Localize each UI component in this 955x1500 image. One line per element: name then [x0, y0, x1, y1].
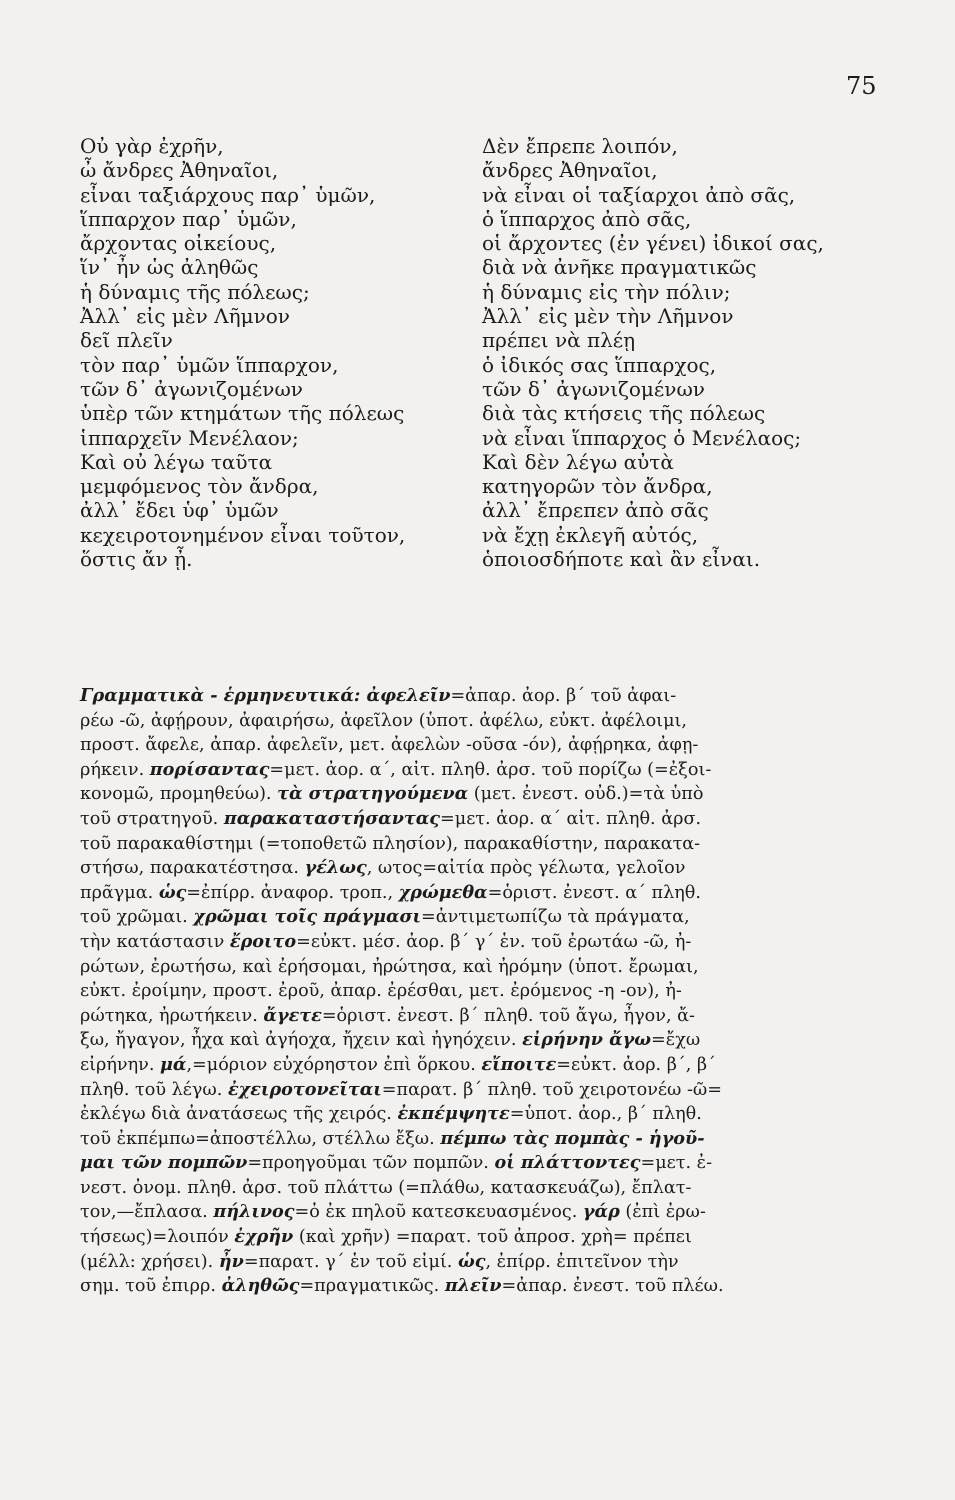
- translation-line: νὰ ἔχῃ ἐκλεγῆ αὐτός,: [482, 522, 699, 547]
- note-text: , ἐπίρρ. ἐπιτεῖνον τὴν: [485, 1251, 679, 1272]
- note-text: =ὁριστ. ἐνεστ. α΄ πληθ.: [487, 882, 701, 903]
- ancient-text-line: εἶναι ταξιάρχους παρ᾽ ὑμῶν,: [80, 182, 376, 207]
- glossed-term: ἐχειροτονεῖται: [227, 1078, 382, 1100]
- note-text: προστ. ἄφελε, ἀπαρ. ἀφελεῖν, μετ. ἀφελὼν -οῦσα -όν), ἀφῄρηκα, ἀφῃ-: [80, 735, 699, 756]
- translation-line: ὁποιοσδήποτε καὶ ἂν εἶναι.: [482, 547, 761, 572]
- note-text: τοῦ ἐκπέμπω=ἀποστέλλω, στέλλω ἔξω.: [80, 1128, 441, 1149]
- note-text: =ἀντιμετωπίζω τὰ πράγματα,: [421, 907, 690, 928]
- glossed-term: παρακαταστήσαντας: [223, 807, 441, 829]
- translation-line: Δὲν ἔπρεπε λοιπόν,: [482, 134, 678, 158]
- translation-line: πρέπει νὰ πλέῃ: [482, 328, 636, 353]
- ancient-text-line: Καὶ οὐ λέγω ταῦτα: [80, 449, 273, 474]
- note-line: [80, 832, 880, 857]
- translation-line: διὰ τὰς κτήσεις τῆς πόλεως: [482, 401, 766, 426]
- ancient-text-line: μεμφόμενος τὸν ἄνδρα,: [80, 474, 319, 499]
- note-line: [80, 881, 880, 906]
- note-text: =μετ. ἐ-: [640, 1153, 713, 1174]
- ancient-text-line: ἱππαρχεῖν Μενέλαον;: [80, 425, 299, 450]
- note-text: =μετ. ἀορ. α΄ αἰτ. πληθ. ἀρσ.: [440, 808, 702, 829]
- note-text: (ἐπὶ ἐρω-: [619, 1202, 706, 1223]
- note-text: =ὁ ἐκ πηλοῦ κατεσκευασμένος.: [294, 1202, 583, 1223]
- ancient-text-line: ἄρχοντας οἰκείους,: [80, 231, 277, 256]
- note-text: εἰρήνην.: [80, 1054, 161, 1075]
- note-text: πρᾶγμα.: [80, 882, 159, 903]
- note-text: τοῦ παρακαθίστημι (=τοποθετῶ πλησίον), παρακαθίστην, παρακατα-: [80, 833, 701, 854]
- note-text: (καὶ χρῆν) =παρατ. τοῦ ἀπροσ. χρὴ= πρέπει: [293, 1227, 692, 1248]
- note-text: στήσω, παρακατέστησα.: [80, 858, 305, 879]
- note-line: [80, 1151, 880, 1176]
- glossed-term: πλεῖν: [444, 1275, 502, 1297]
- note-text: ξω, ἤγαγον, ἦχα καὶ ἀγήοχα, ἤχειν καὶ ἠγηόχειν.: [80, 1030, 523, 1051]
- translation-line: τῶν δ᾽ ἀγωνιζομένων: [482, 376, 705, 401]
- note-line: [80, 979, 880, 1004]
- note-text: τήσεως)=λοιπόν: [80, 1227, 235, 1248]
- note-text: (μετ. ἐνεστ. οὐδ.)=τὰ ὑπὸ: [468, 784, 704, 805]
- note-text: (μέλλ: χρήσει).: [80, 1251, 219, 1272]
- note-text: =παρατ. β΄ πληθ. τοῦ χειροτονέω -ῶ=: [381, 1079, 723, 1100]
- note-text: =ἐπίρρ. ἀναφορ. τροπ.,: [186, 882, 399, 903]
- modern-greek-translation-column: [482, 134, 922, 571]
- glossed-term: ὡς: [457, 1250, 486, 1272]
- note-line: [80, 758, 880, 783]
- page-number: 75: [846, 72, 877, 100]
- glossed-term: χρῶμαι τοῖς πράγμασι: [193, 906, 422, 928]
- note-text: κονομῶ, προμηθεύω).: [80, 784, 278, 805]
- glossed-term: τὰ στρατηγούμενα: [277, 783, 469, 805]
- grammar-notes: [80, 684, 880, 1299]
- note-line: [80, 1078, 880, 1103]
- note-line: [80, 905, 880, 930]
- note-text: =πραγματικῶς.: [299, 1276, 445, 1297]
- note-line: [80, 1028, 880, 1053]
- note-text: , ωτος=αἰτία πρὸς γέλωτα, γελοῖον: [366, 858, 686, 879]
- note-text: τοῦ στρατηγοῦ.: [80, 808, 224, 829]
- note-text: ,=μόριον εὐχόρηστον ἐπὶ ὅρκου.: [186, 1054, 482, 1075]
- translation-line: Ἀλλ᾽ εἰς μὲν τὴν Λῆμνον: [482, 304, 734, 329]
- ancient-text-line: τῶν δ᾽ ἀγωνιζομένων: [80, 376, 303, 401]
- note-line: [80, 1274, 880, 1299]
- note-text: ρέω -ῶ, ἀφῄρουν, ἀφαιρήσω, ἀφεῖλον (ὑποτ. ἀφέλω, εὐκτ. ἀφέλοιμι,: [80, 710, 688, 731]
- translation-line: ἄνδρες Ἀθηναῖοι,: [482, 158, 658, 183]
- glossed-term: ἔροιτο: [229, 930, 297, 952]
- glossed-term: πέμπω τὰς πομπὰς - ἡγοῦ-: [440, 1127, 705, 1149]
- note-text: =ἀπαρ. ἀορ. β΄ τοῦ ἀφαι-: [450, 686, 677, 706]
- glossed-term: πορίσαντας: [149, 758, 270, 780]
- translation-line: Καὶ δὲν λέγω αὐτὰ: [482, 449, 674, 474]
- note-text: εὐκτ. ἐροίμην, προστ. ἐροῦ, ἀπαρ. ἐρέσθαι, μετ. ἐρόμενος -η -ον), ἠ-: [80, 981, 682, 1002]
- glossed-term: εἴποιτε: [481, 1053, 557, 1075]
- glossed-term: πήλινος: [213, 1201, 295, 1223]
- ancient-text-line: Οὐ γὰρ ἐχρῆν,: [80, 134, 224, 158]
- note-line: [80, 1200, 880, 1225]
- translation-line: νὰ εἶναι ἵππαρχος ὁ Μενέλαος;: [482, 425, 802, 450]
- note-line: [80, 1102, 880, 1127]
- ancient-text-line: ἡ δύναμις τῆς πόλεως;: [80, 279, 310, 304]
- note-line: [80, 1053, 880, 1078]
- ancient-text-line: Ἀλλ᾽ εἰς μὲν Λῆμνον: [80, 304, 290, 329]
- ancient-text-line: ἵν᾽ ἦν ὡς ἀληθῶς: [80, 255, 259, 280]
- glossed-term: μά: [160, 1053, 187, 1075]
- note-line: [80, 955, 880, 980]
- note-text: =ἔχω: [651, 1030, 701, 1051]
- note-line: [80, 782, 880, 807]
- ancient-text-line: τὸν παρ᾽ ὑμῶν ἵππαρχον,: [80, 352, 339, 377]
- ancient-text-line: ὦ ἄνδρες Ἀθηναῖοι,: [80, 158, 279, 183]
- note-text: ρώτων, ἐρωτήσω, καὶ ἐρήσομαι, ἠρώτησα, καὶ ἠρόμην (ὑποτ. ἔρωμαι,: [80, 956, 699, 977]
- note-line: [80, 1176, 880, 1201]
- note-text: =εὐκτ. ἀορ. β΄, β΄: [556, 1054, 716, 1075]
- note-line: [80, 807, 880, 832]
- note-text: νεστ. ὀνομ. πληθ. ἀρσ. τοῦ πλάττω (=πλάθω, κατασκευάζω), ἔπλατ-: [80, 1177, 692, 1198]
- note-line: [80, 1225, 880, 1250]
- glossed-term: ἐχρῆν: [234, 1226, 294, 1248]
- ancient-text-line: κεχειροτονημένον εἶναι τοῦτον,: [80, 522, 406, 547]
- note-text: =παρατ. γ΄ ἑν τοῦ εἰμί.: [243, 1251, 458, 1272]
- note-line: [80, 1250, 880, 1275]
- ancient-text-line: δεῖ πλεῖν: [80, 328, 173, 353]
- glossed-term: ἄγετε: [263, 1004, 322, 1026]
- note-line: [80, 1004, 880, 1029]
- note-line: [80, 709, 880, 734]
- note-text: τον,—ἔπλασα.: [80, 1202, 214, 1223]
- note-line: [80, 1127, 880, 1152]
- note-line: [80, 930, 880, 955]
- note-text: ρήκειν.: [80, 759, 150, 780]
- glossed-term: ὡς: [158, 881, 187, 903]
- glossed-term: οἱ πλάττοντες: [494, 1152, 641, 1174]
- glossed-term: χρώμεθα: [398, 881, 488, 903]
- note-text: τοῦ χρῶμαι.: [80, 907, 194, 928]
- glossed-term: ἐκπέμψητε: [397, 1103, 510, 1125]
- translation-line: ἀλλ᾽ ἔπρεπεν ἀπὸ σᾶς: [482, 498, 709, 523]
- note-text: =προηγοῦμαι τῶν πομπῶν.: [247, 1153, 495, 1174]
- note-text: =μετ. ἀορ. α΄, αἰτ. πληθ. ἀρσ. τοῦ πορίζω (=ἐξοι-: [269, 759, 712, 780]
- glossed-term: ἦν: [218, 1250, 244, 1272]
- note-text: ἐκλέγω διὰ ἀνατάσεως τῆς χειρός.: [80, 1104, 398, 1125]
- glossed-term: εἰρήνην ἄγω: [522, 1029, 652, 1051]
- note-line: [80, 733, 880, 758]
- ancient-text-line: ἀλλ᾽ ἔδει ὑφ᾽ ὑμῶν: [80, 498, 279, 523]
- note-text: =ὁριστ. ἐνεστ. β΄ πληθ. τοῦ ἄγω, ἦγον, ἄ-: [321, 1005, 695, 1026]
- note-text: τὴν κατάστασιν: [80, 931, 230, 952]
- translation-line: νὰ εἶναι οἱ ταξίαρχοι ἀπὸ σᾶς,: [482, 182, 796, 207]
- glossed-term: γάρ: [582, 1201, 620, 1223]
- ancient-text-line: ὑπὲρ τῶν κτημάτων τῆς πόλεως: [80, 401, 405, 426]
- note-text: =ἀπαρ. ἐνεστ. τοῦ πλέω.: [501, 1276, 724, 1297]
- note-line: [80, 684, 880, 709]
- translation-line: ὁ ἰδικός σας ἵππαρχος,: [482, 352, 717, 377]
- translation-line: ἡ δύναμις εἰς τὴν πόλιν;: [482, 279, 731, 304]
- translation-line: ὁ ἵππαρχος ἀπὸ σᾶς,: [482, 206, 692, 231]
- glossed-term: μαι τῶν πομπῶν: [80, 1152, 248, 1174]
- note-text: =ὑποτ. ἀορ., β΄ πληθ.: [509, 1104, 702, 1125]
- note-text: =εὐκτ. μέσ. ἀορ. β΄ γ΄ ἑν. τοῦ ἐρωτάω -ῶ, ἠ-: [296, 931, 692, 952]
- note-text: σημ. τοῦ ἐπιρρ.: [80, 1276, 222, 1297]
- note-text: ρώτηκα, ἠρωτήκειν.: [80, 1005, 264, 1026]
- glossed-term: ἀληθῶς: [221, 1275, 300, 1297]
- note-line: [80, 856, 880, 881]
- ancient-text-line: ἵππαρχον παρ᾽ ὑμῶν,: [80, 206, 297, 231]
- glossed-term: Γραμματικὰ - ἑρμηνευτικά: ἀφελεῖν: [80, 685, 451, 706]
- translation-line: οἱ ἄρχοντες (ἐν γένει) ἰδικοί σας,: [482, 231, 824, 256]
- note-text: πληθ. τοῦ λέγω.: [80, 1079, 228, 1100]
- ancient-greek-text-column: [80, 134, 460, 571]
- translation-line: διὰ νὰ ἀνῆκε πραγματικῶς: [482, 255, 757, 280]
- glossed-term: γέλως: [304, 857, 367, 879]
- translation-line: κατηγορῶν τὸν ἄνδρα,: [482, 474, 713, 499]
- ancient-text-line: ὅστις ἄν ᾖ.: [80, 547, 193, 572]
